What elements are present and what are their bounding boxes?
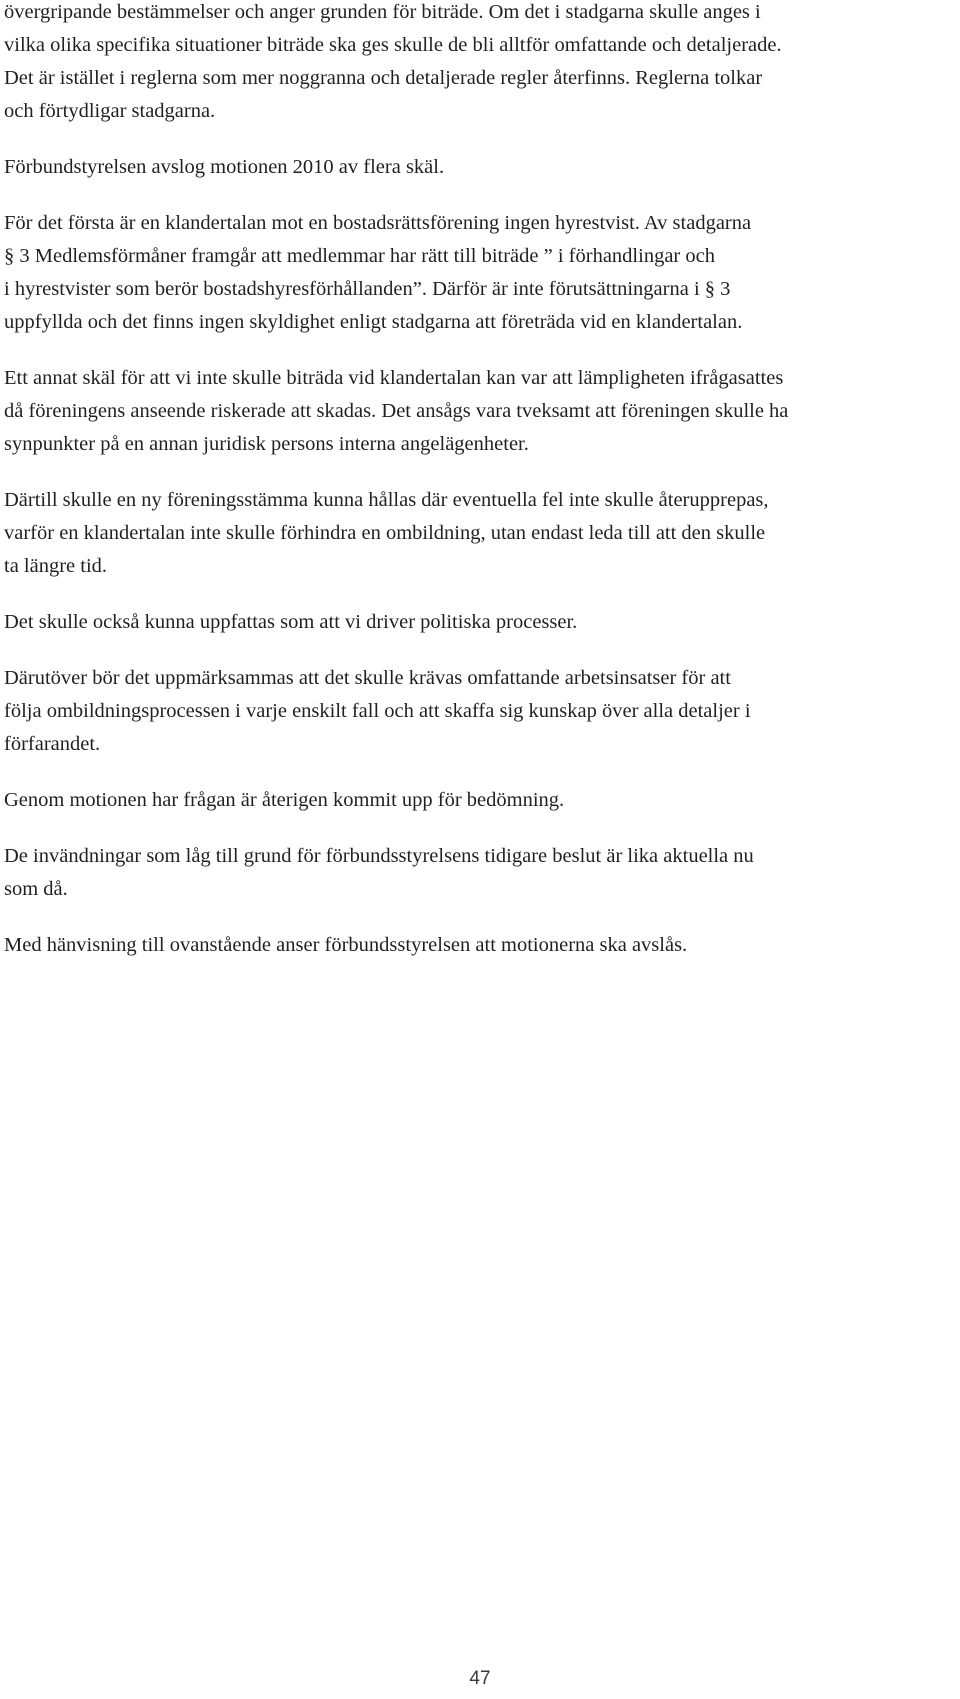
text-line: följa ombildningsprocessen i varje enskilt fall och att skaffa sig kunskap över alla detaljer i (4, 700, 751, 722)
text-line: Förbundstyrelsen avslog motionen 2010 av flera skäl. (4, 156, 445, 178)
paragraph-10 (4, 929, 954, 962)
text-line: Därutöver bör det uppmärksammas att det skulle krävas omfattande arbetsinsatser för att (4, 667, 731, 689)
page-number: 47 (469, 1668, 491, 1689)
text-line: Ett annat skäl för att vi inte skulle biträda vid klandertalan kan var att lämpligheten ifrågasattes (4, 367, 784, 389)
text-line: Det är istället i reglerna som mer noggranna och detaljerade regler återfinns. Reglerna tolkar (4, 67, 763, 89)
text-line: De invändningar som låg till grund för förbundsstyrelsens tidigare beslut är lika aktuella nu (4, 845, 754, 867)
paragraph-1 (4, 0, 954, 128)
body-text (4, 0, 954, 985)
text-line: vilka olika specifika situationer biträde ska ges skulle de bli alltför omfattande och detaljerade. (4, 34, 782, 56)
text-line: ta längre tid. (4, 555, 108, 577)
text-line: Det skulle också kunna uppfattas som att vi driver politiska processer. (4, 611, 578, 633)
text-line: i hyrestvister som berör bostadshyresförhållanden”. Därför är inte förutsättningarna i § 3 (4, 278, 731, 300)
paragraph-4 (4, 362, 954, 461)
text-line: förfarandet. (4, 733, 101, 755)
text-line: § 3 Medlemsförmåner framgår att medlemmar har rätt till biträde ” i förhandlingar och (4, 245, 715, 267)
text-line: Med hänvisning till ovanstående anser förbundsstyrelsen att motionerna ska avslås. (4, 934, 688, 956)
text-line: som då. (4, 878, 68, 900)
text-line: Därtill skulle en ny föreningsstämma kunna hållas där eventuella fel inte skulle återupprepas, (4, 489, 769, 511)
paragraph-9 (4, 840, 954, 906)
paragraph-2 (4, 151, 954, 184)
text-line: övergripande bestämmelser och anger grunden för biträde. Om det i stadgarna skulle anges i (4, 1, 761, 23)
text-line: och förtydligar stadgarna. (4, 100, 216, 122)
text-line: synpunkter på en annan juridisk persons interna angelägenheter. (4, 433, 529, 455)
paragraph-5 (4, 484, 954, 583)
text-line: uppfyllda och det finns ingen skyldighet enligt stadgarna att företräda vid en klandertalan. (4, 311, 743, 333)
text-line: Genom motionen har frågan är återigen kommit upp för bedömning. (4, 789, 565, 811)
text-line: För det första är en klandertalan mot en bostadsrättsförening ingen hyrestvist. Av stadgarna (4, 212, 752, 234)
text-line: då föreningens anseende riskerade att skadas. Det ansågs vara tveksamt att föreningen skulle ha (4, 400, 789, 422)
paragraph-3 (4, 207, 954, 339)
paragraph-6 (4, 606, 954, 639)
paragraph-7 (4, 662, 954, 761)
text-line: varför en klandertalan inte skulle förhindra en ombildning, utan endast leda till att den skulle (4, 522, 766, 544)
paragraph-8 (4, 784, 954, 817)
